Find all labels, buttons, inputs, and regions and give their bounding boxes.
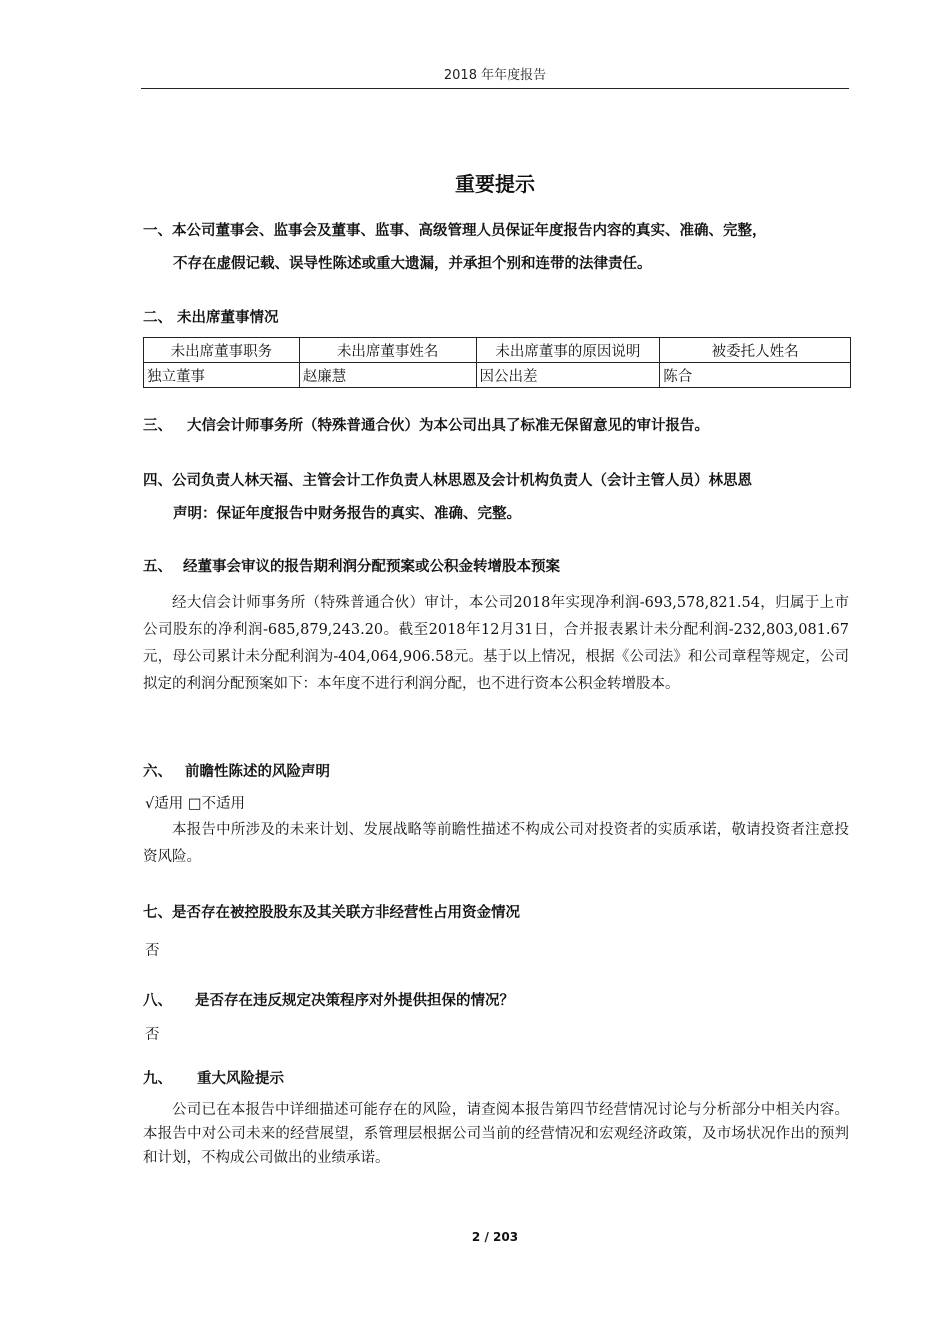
page-title: 重要提示	[455, 172, 535, 196]
section-4-line1: 四、公司负责人林天福、主管会计工作负责人林思恩及会计机构负责人（会计主管人员）林思恩	[143, 473, 752, 489]
section-6-heading-text: 前瞻性陈述的风险声明	[185, 764, 330, 780]
table-row	[144, 363, 851, 388]
section-8-heading	[143, 989, 514, 1010]
table-header-cell: 未出席董事职务	[144, 338, 300, 363]
section-7-heading: 七、是否存在被控股股东及其关联方非经营性占用资金情况	[143, 905, 520, 921]
section-1-line1: 一、本公司董事会、监事会及董事、监事、高级管理人员保证年度报告内容的真实、准确、完整，	[143, 223, 767, 239]
section-9-number: 九、	[143, 1071, 172, 1087]
page-number: 2 / 203	[471, 1230, 519, 1244]
section-9-heading-text: 重大风险提示	[197, 1071, 284, 1087]
section-9-body: 公司已在本报告中详细描述可能存在的风险，请查阅本报告第四节经营情况讨论与分析部分中相关内容。本报告中对公司未来的经营展望，系管理层根据公司当前的经营情况和宏观经济政策，及市场状况作出的预判和计划，不构成公司做出的业绩承诺。	[143, 1102, 849, 1166]
header-rule	[141, 88, 849, 89]
section-8-number: 八、	[143, 993, 172, 1009]
section-1-line2: 不存在虚假记载、误导性陈述或重大遗漏，并承担个别和连带的法律责任。	[173, 256, 652, 272]
section-4-line2: 声明：保证年度报告中财务报告的真实、准确、完整。	[173, 506, 521, 522]
section-3-number: 三、	[143, 418, 172, 434]
table-header-cell: 被委托人姓名	[660, 338, 851, 363]
section-3	[143, 414, 709, 435]
section-5-body: 经大信会计师事务所（特殊普通合伙）审计，本公司2018年实现净利润-693,578,821.54，归属于上市公司股东的净利润-685,879,243.20。截至2018年12月31日，合并报表累计未分配利润-232,803,081.67元，母公司累计未分配利润为-404,064,906.58元。基于以上情况，根据《公司法》和公司章程等规定，公司拟定的利润分配预案如下：本年度不进行利润分配，也不进行资本公积金转增股本。	[143, 595, 849, 692]
section-9-heading	[143, 1067, 284, 1088]
table-cell: 陈合	[660, 363, 851, 388]
section-7-answer: 否	[145, 943, 160, 959]
section-5-number: 五、	[143, 559, 172, 575]
section-6-number: 六、	[143, 764, 172, 780]
section-6-body: 本报告中所涉及的未来计划、发展战略等前瞻性描述不构成公司对投资者的实质承诺，敬请投资者注意投资风险。	[143, 822, 849, 865]
absent-directors-table	[143, 337, 851, 388]
section-2-heading: 二、 未出席董事情况	[143, 310, 279, 326]
table-cell: 因公出差	[476, 363, 660, 388]
section-6-heading	[143, 760, 330, 781]
table-header-cell: 未出席董事的原因说明	[476, 338, 660, 363]
table-header-row	[144, 338, 851, 363]
table-header-cell: 未出席董事姓名	[299, 338, 476, 363]
table-cell: 赵廉慧	[299, 363, 476, 388]
section-5-heading	[143, 555, 560, 576]
applicability-options: √适用 □不适用	[145, 796, 246, 812]
section-3-text: 大信会计师事务所（特殊普通合伙）为本公司出具了标准无保留意见的审计报告。	[187, 418, 709, 434]
table-cell: 独立董事	[144, 363, 300, 388]
section-5-heading-text: 经董事会审议的报告期利润分配预案或公积金转增股本预案	[183, 559, 560, 575]
section-8-answer: 否	[145, 1027, 160, 1043]
section-8-heading-text: 是否存在违反规定决策程序对外提供担保的情况？	[195, 993, 514, 1009]
running-header: 2018 年年度报告	[443, 68, 547, 83]
